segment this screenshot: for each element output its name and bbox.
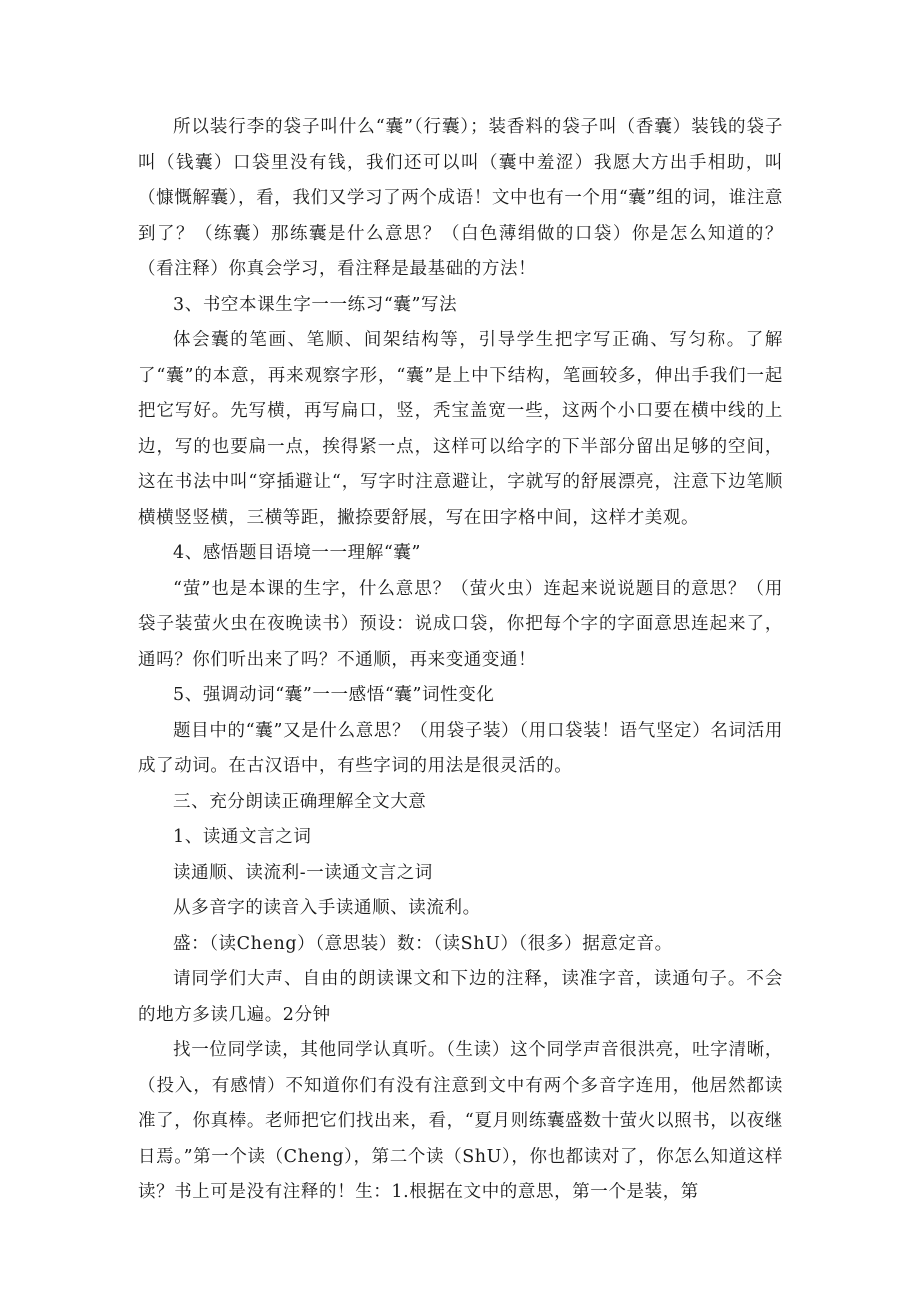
paragraph-2: 体会囊的笔画、笔顺、间架结构等，引导学生把字写正确、写匀称。了解了“囊”的本意，再来观察字形，“囊”是上中下结构，笔画较多，伸出手我们一起把它写好。先写横，再写扁口，竖，秃宝盖宽一些，这两个小口要在横中线的上边，写的也要扁一点，挨得紧一点，这样可以给字的下半部分留出足够的空间，这在书法中叫“穿插避让“，写字时注意避让，字就写的舒展漂亮，注意下边笔顺横横竖竖横，三横等距，撇捺要舒展，写在田字格中间，这样才美观。 — [138, 330, 783, 528]
document-body — [138, 110, 783, 1211]
paragraph-3: “萤”也是本课的生字，什么意思？（萤火虫）连起来说说题目的意思？（用袋子装萤火虫在夜晚读书）预设：说成口袋，你把每个字的字面意思连起来了，通吗？你们听出来了吗？不通顺，再来变通变通！ — [138, 578, 783, 670]
paragraph-6: 从多音字的读音入手读通顺、读流利。 — [173, 898, 481, 918]
section-heading-3: 3、书空本课生字一一练习“囊”写法 — [173, 294, 458, 315]
paragraph-4: 题目中的“囊”又是什么意思？（用袋子装）（用口袋装！语气坚定）名词活用成了动词。在古汉语中，有些字词的用法是很灵活的。 — [138, 720, 783, 776]
part-heading-3: 三、充分朗读正确理解全文大意 — [173, 791, 427, 812]
paragraph-5: 读通顺、读流利-一读通文言之词 — [173, 862, 433, 883]
section-heading-4: 4、感悟题目语境一一理解“囊” — [173, 543, 422, 563]
section-heading-5: 5、强调动词“囊”一一感悟“囊”词性变化 — [173, 685, 495, 705]
paragraph-9: 找一位同学读，其他同学认真听。（生读）这个同学声音很洪亮，吐字清晰，（投入，有感情）不知道你们有没有注意到文中有两个多音字连用，他居然都读准了，你真棒。老师把它们找出来，看，“夏月则练囊盛数十萤火以照书，以夜继日焉。”第一个读（Cheng），第二个读（ShU），你也都读对了，你怎么知道这样读？书上可是没有注释的！生：1.根据在文中的意思，第一个是装，第 — [138, 1040, 783, 1202]
paragraph-7: 盛：（读Cheng）（意思装）数：（读ShU）（很多）据意定音。 — [173, 933, 673, 954]
subsection-heading-1: 1、读通文言之词 — [173, 827, 312, 847]
paragraph-1: 所以装行李的袋子叫什么“囊”（行囊）；装香料的袋子叫（香囊）装钱的袋子叫（钱囊）口袋里没有钱，我们还可以叫（囊中羞涩）我愿大方出手相助，叫（慷慨解囊），看，我们又学习了两个成语！文中也有一个用“囊”组的词，谁注意到了？（练囊）那练囊是什么意思？（白色薄绢做的口袋）你是怎么知道的？（看注释）你真会学习，看注释是最基础的方法！ — [138, 117, 783, 279]
paragraph-8: 请同学们大声、自由的朗读课文和下边的注释，读准字音，读通句子。不会的地方多读几遍。2分钟 — [138, 969, 783, 1025]
